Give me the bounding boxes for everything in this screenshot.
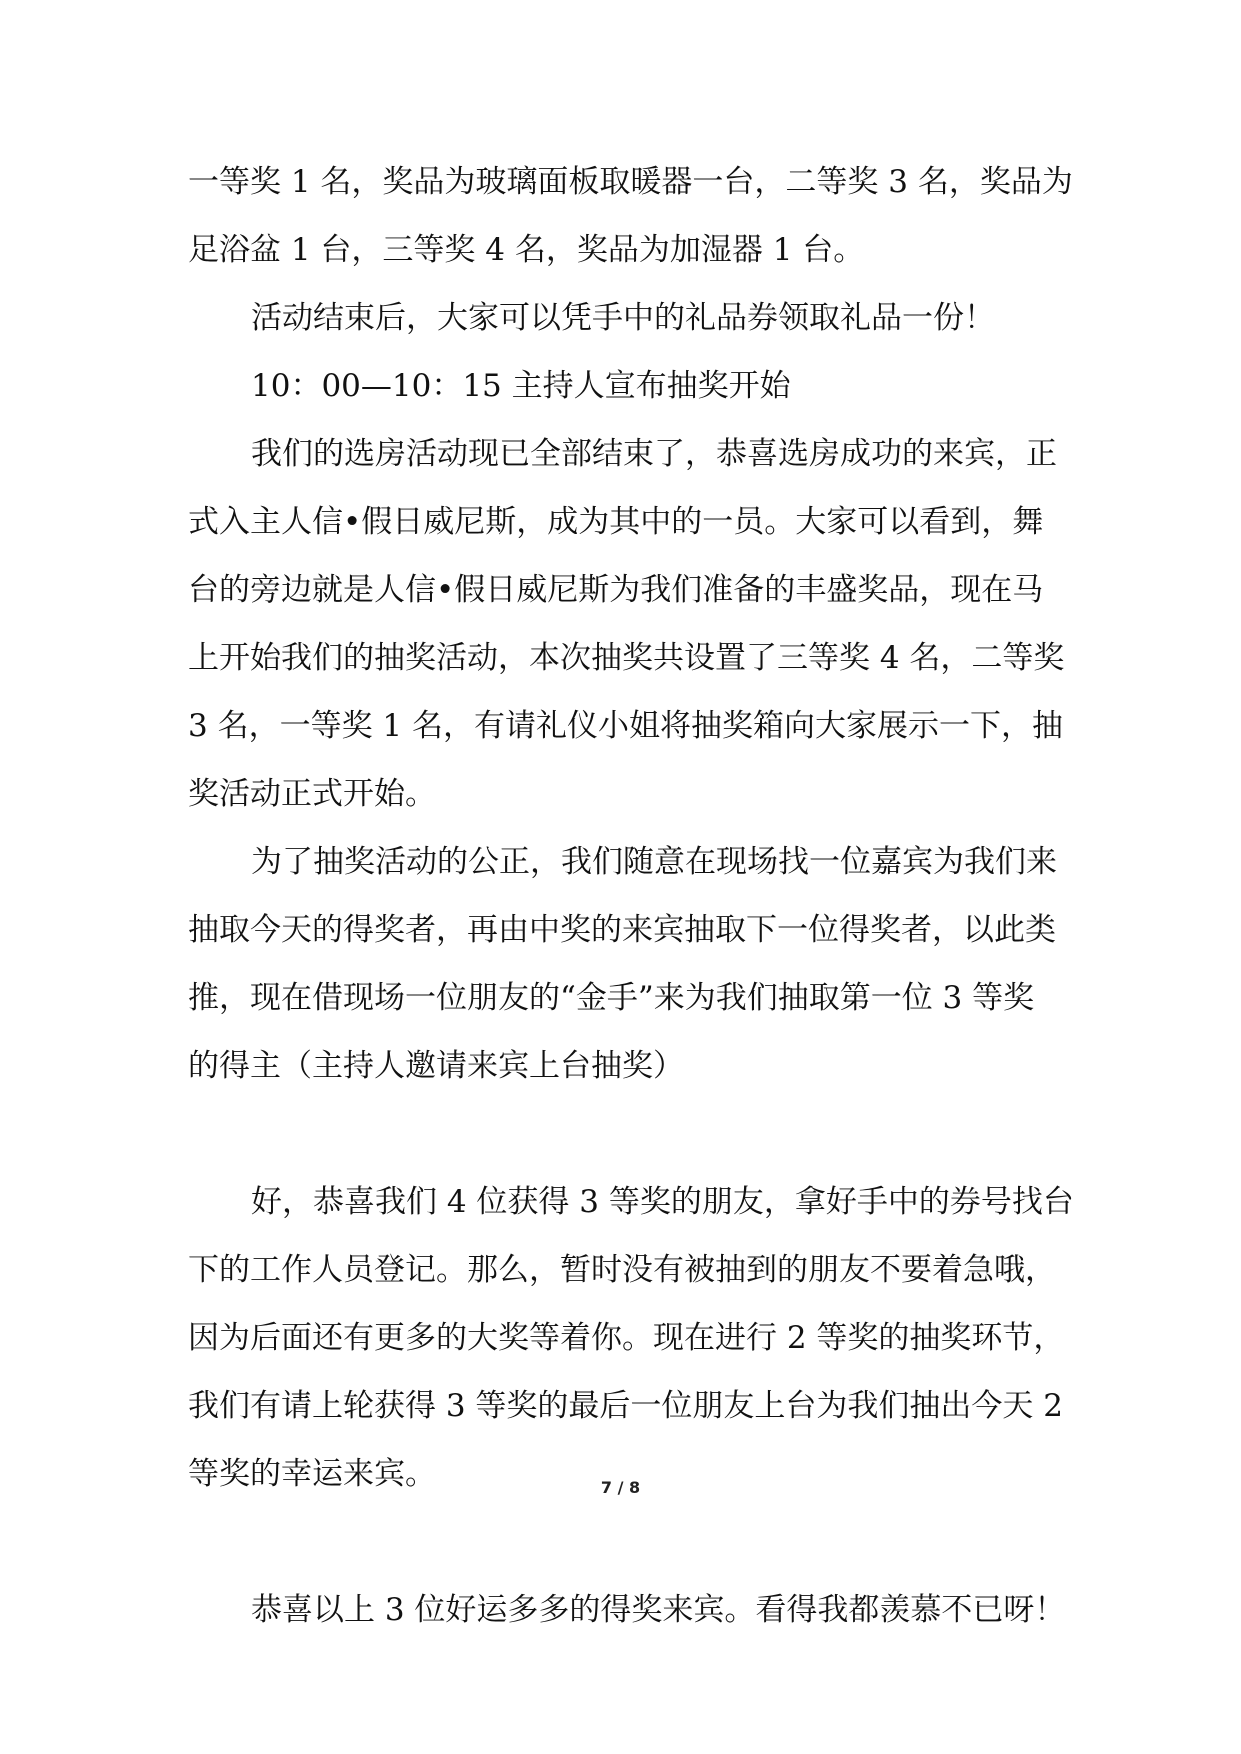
paragraph-gap <box>188 1508 1062 1576</box>
text-line: 等奖的幸运来宾。 <box>188 1456 436 1492</box>
text-line: 好，恭喜我们 4 位获得 3 等奖的朋友，拿好手中的券号找台 <box>251 1184 1074 1220</box>
text-line: 式入主人信•假日威尼斯，成为其中的一员。大家可以看到，舞 <box>188 504 1044 540</box>
text-line: 上开始我们的抽奖活动，本次抽奖共设置了三等奖 4 名，二等奖 <box>188 640 1065 676</box>
text-line: 的得主（主持人邀请来宾上台抽奖） <box>188 1048 684 1084</box>
text-line: 我们有请上轮获得 3 等奖的最后一位朋友上台为我们抽出今天 2 <box>188 1388 1064 1424</box>
text-line: 抽取今天的得奖者，再由中奖的来宾抽取下一位得奖者，以此类 <box>188 912 1056 948</box>
page-number: 7 / 8 <box>600 1478 641 1497</box>
text-line: 台的旁边就是人信•假日威尼斯为我们准备的丰盛奖品，现在马 <box>188 572 1044 608</box>
text-line: 推，现在借现场一位朋友的“金手”来为我们抽取第一位 3 等奖 <box>188 980 1035 1016</box>
text-line: 为了抽奖活动的公正，我们随意在现场找一位嘉宾为我们来 <box>251 844 1057 880</box>
paragraph-gap <box>188 1100 1062 1168</box>
text-line: 3 名，一等奖 1 名，有请礼仪小姐将抽奖箱向大家展示一下，抽 <box>188 708 1064 744</box>
text-line: 我们的选房活动现已全部结束了，恭喜选房成功的来宾，正 <box>251 436 1057 472</box>
text-line: 因为后面还有更多的大奖等着你。现在进行 2 等奖的抽奖环节， <box>188 1320 1065 1356</box>
text-line: 活动结束后，大家可以凭手中的礼品券领取礼品一份！ <box>251 300 995 336</box>
text-line: 一等奖 1 名，奖品为玻璃面板取暖器一台，二等奖 3 名，奖品为 <box>188 164 1073 200</box>
text-line: 下的工作人员登记。那么，暂时没有被抽到的朋友不要着急哦， <box>188 1252 1056 1288</box>
document-body <box>188 148 1074 1644</box>
text-line: 奖活动正式开始。 <box>188 776 436 812</box>
text-line: 恭喜以上 3 位好运多多的得奖来宾。看得我都羡慕不已呀！ <box>251 1592 1066 1628</box>
schedule-heading: 10：00—10：15 主持人宣布抽奖开始 <box>251 368 791 404</box>
text-line: 足浴盆 1 台，三等奖 4 名，奖品为加湿器 1 台。 <box>188 232 865 268</box>
